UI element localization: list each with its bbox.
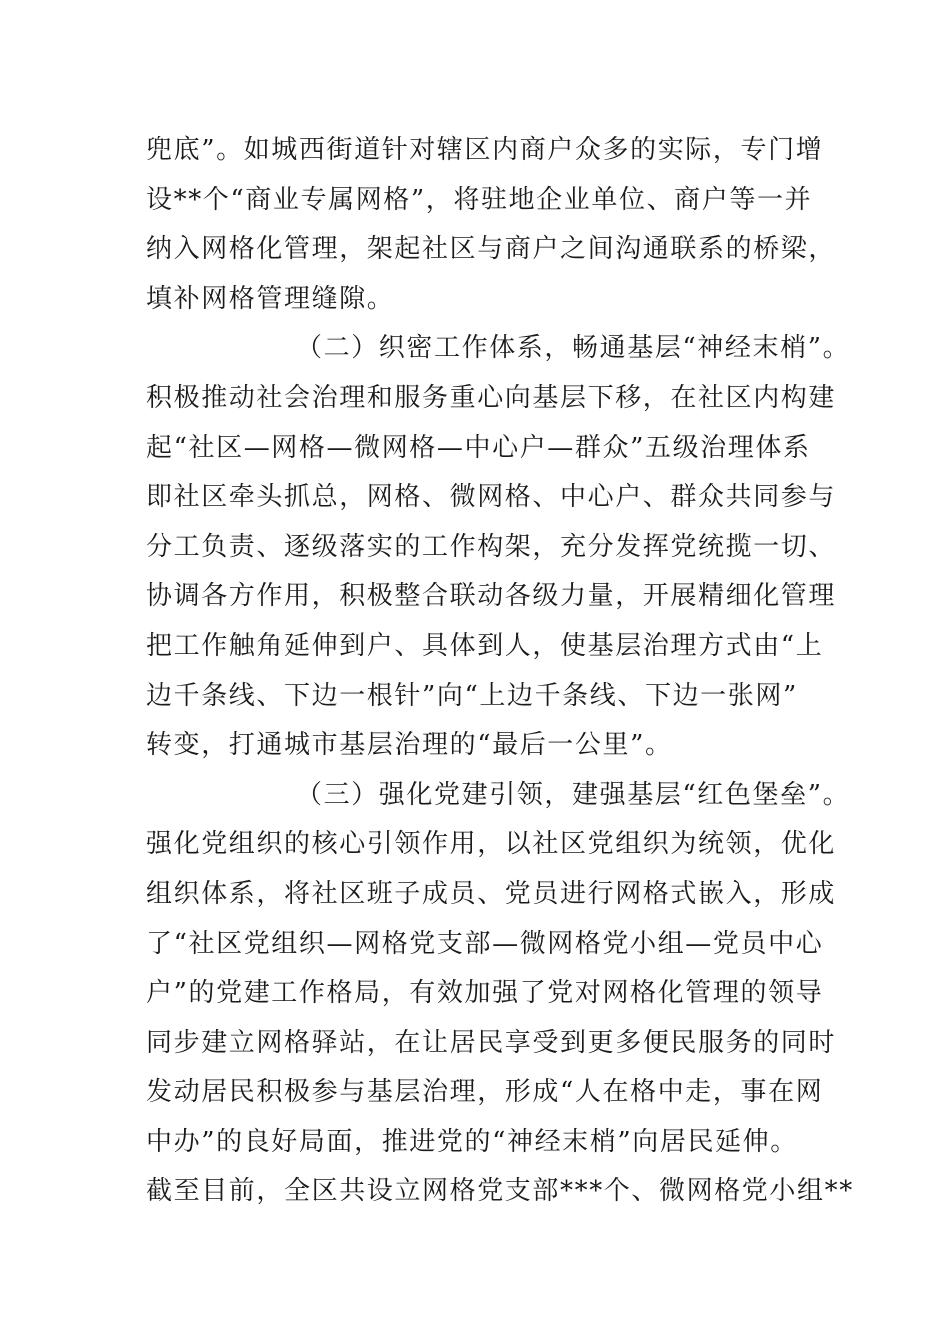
text-line: 起“社区—网格—微网格—中心户—群众”五级治理体系	[146, 432, 811, 463]
text-line: 了“社区党组织—网格党支部—微网格党小组—党员中心	[146, 928, 824, 959]
text-line: 中办”的良好局面，推进党的“神经末梢”向居民延伸。	[146, 1126, 798, 1157]
section-heading-3: （三）强化党建引领，建强基层“红色堡垒”。	[296, 779, 851, 810]
section-heading-2: （二）织密工作体系，畅通基层“神经末梢”。	[296, 333, 851, 364]
text-line: 强化党组织的核心引领作用，以社区党组织为统领，优化	[146, 829, 837, 860]
text-line: 分工负责、逐级落实的工作构架，充分发挥党统揽一切、	[146, 531, 837, 562]
text-line: 把工作触角延伸到户、具体到人，使基层治理方式由“上	[146, 630, 824, 661]
text-line: 设**个“商业专属网格”，将驻地企业单位、商户等一并	[146, 184, 813, 215]
text-line: 填补网格管理缝隙。	[146, 283, 395, 314]
text-line: 截至目前，全区共设立网格党支部***个、微网格党小组**	[146, 1176, 854, 1207]
text-line: 发动居民积极参与基层治理，形成“人在格中走，事在网	[146, 1077, 824, 1108]
text-line: 即社区牵头抓总，网格、微网格、中心户、群众共同参与	[146, 482, 837, 513]
text-line: 协调各方作用，积极整合联动各级力量，开展精细化管理	[146, 581, 837, 612]
text-line: 组织体系，将社区班子成员、党员进行网格式嵌入，形成	[146, 878, 837, 909]
text-line: 边千条线、下边一根针”向“上边千条线、下边一张网”	[146, 680, 798, 711]
text-line: 积极推动社会治理和服务重心向基层下移，在社区内构建	[146, 382, 837, 413]
body-text	[146, 126, 854, 1217]
text-line: 兜底”。如城西街道针对辖区内商户众多的实际，专门增	[146, 135, 824, 165]
text-line: 同步建立网格驿站，在让居民享受到更多便民服务的同时	[146, 1027, 837, 1058]
text-line: 纳入网格化管理，架起社区与商户之间沟通联系的桥梁，	[146, 234, 837, 265]
text-line: 户”的党建工作格局，有效加强了党对网格化管理的领导	[146, 978, 824, 1009]
text-line: 转变，打通城市基层治理的“最后一公里”。	[146, 730, 673, 761]
